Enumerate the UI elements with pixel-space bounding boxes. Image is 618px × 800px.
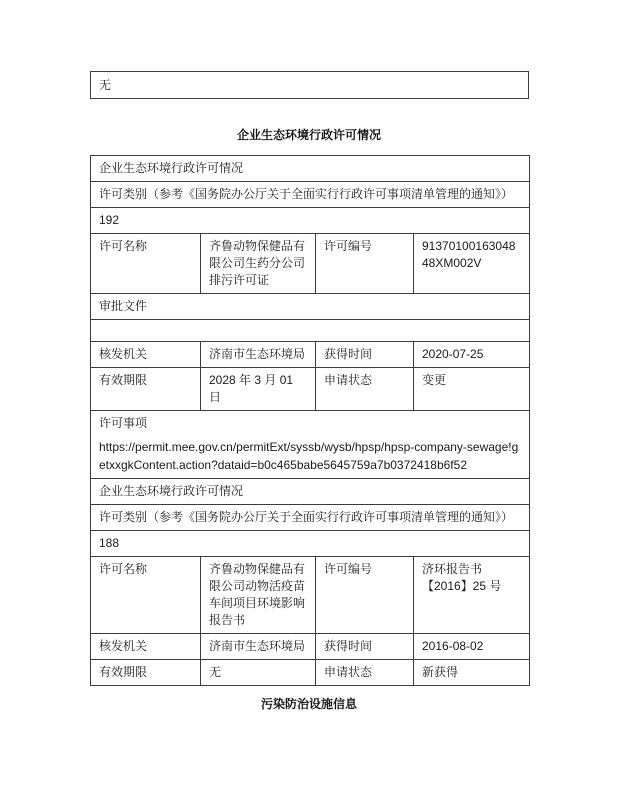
table-row bbox=[91, 234, 530, 294]
permits-table bbox=[90, 155, 530, 686]
record1-approval-doc-label: 审批文件 bbox=[91, 294, 530, 320]
table-row bbox=[91, 505, 530, 531]
record2-obtained-value: 2016-08-02 bbox=[414, 634, 530, 660]
table-row bbox=[91, 368, 530, 411]
table-row bbox=[91, 182, 530, 208]
table-row bbox=[91, 557, 530, 634]
table-row bbox=[91, 342, 530, 368]
record1-permit-name-label: 许可名称 bbox=[91, 234, 201, 294]
record2-obtained-label: 获得时间 bbox=[316, 634, 414, 660]
record2-permit-number-label: 许可编号 bbox=[316, 557, 414, 634]
record2-header: 企业生态环境行政许可情况 bbox=[91, 479, 530, 505]
record1-permit-number-label: 许可编号 bbox=[316, 234, 414, 294]
record2-status-value: 新获得 bbox=[414, 660, 530, 686]
record2-authority-label: 核发机关 bbox=[91, 634, 201, 660]
table-row bbox=[91, 156, 530, 182]
section-title-permits: 企业生态环境行政许可情况 bbox=[236, 128, 381, 142]
record1-matters-cell bbox=[91, 411, 530, 479]
record2-authority-value: 济南市生态环境局 bbox=[201, 634, 316, 660]
record1-permit-number-value: 9137010016304848XM002V bbox=[414, 234, 530, 294]
record1-validity-label: 有效期限 bbox=[91, 368, 201, 411]
record1-category-label: 许可类别（参考《国务院办公厅关于全面实行行政许可事项清单管理的通知》） bbox=[91, 182, 530, 208]
record2-validity-value: 无 bbox=[201, 660, 316, 686]
record2-category-label: 许可类别（参考《国务院办公厅关于全面实行行政许可事项清单管理的通知》） bbox=[91, 505, 530, 531]
record2-category-value: 188 bbox=[91, 531, 530, 557]
table-row bbox=[91, 531, 530, 557]
record1-authority-label: 核发机关 bbox=[91, 342, 201, 368]
table-row bbox=[91, 208, 530, 234]
intro-note-text: 无 bbox=[99, 78, 112, 92]
record1-obtained-value: 2020-07-25 bbox=[414, 342, 530, 368]
record1-permit-name-value: 齐鲁动物保健品有限公司生药分公司排污许可证 bbox=[201, 234, 316, 294]
record1-status-label: 申请状态 bbox=[316, 368, 414, 411]
table-row bbox=[91, 660, 530, 686]
record1-approval-doc-value bbox=[91, 320, 530, 342]
table-row bbox=[91, 320, 530, 342]
record2-permit-name-label: 许可名称 bbox=[91, 557, 201, 634]
record2-permit-number-value: 济环报告书【2016】25 号 bbox=[414, 557, 530, 634]
intro-note-box bbox=[90, 71, 529, 99]
record1-obtained-label: 获得时间 bbox=[316, 342, 414, 368]
record1-matters-url: https://permit.mee.gov.cn/permitExt/syssb/wysb/hpsp/hpsp-company-sewage!getxxgkContent.action?dataid=b0c465babe5645759a7b0372418b6f52 bbox=[99, 440, 519, 472]
record2-status-label: 申请状态 bbox=[316, 660, 414, 686]
table-row bbox=[91, 479, 530, 505]
table-row bbox=[91, 411, 530, 479]
record2-validity-label: 有效期限 bbox=[91, 660, 201, 686]
table-row bbox=[91, 634, 530, 660]
record1-status-value: 变更 bbox=[414, 368, 530, 411]
record2-permit-name-value: 齐鲁动物保健品有限公司动物活疫苗车间项目环境影响报告书 bbox=[201, 557, 316, 634]
record1-category-value: 192 bbox=[91, 208, 530, 234]
record1-authority-value: 济南市生态环境局 bbox=[201, 342, 316, 368]
record1-header: 企业生态环境行政许可情况 bbox=[91, 156, 530, 182]
record1-validity-value: 2028 年 3 月 01 日 bbox=[201, 368, 316, 411]
record1-matters-label: 许可事项 bbox=[99, 416, 148, 430]
section-title-pollution: 污染防治设施信息 bbox=[260, 697, 357, 711]
table-row bbox=[91, 294, 530, 320]
